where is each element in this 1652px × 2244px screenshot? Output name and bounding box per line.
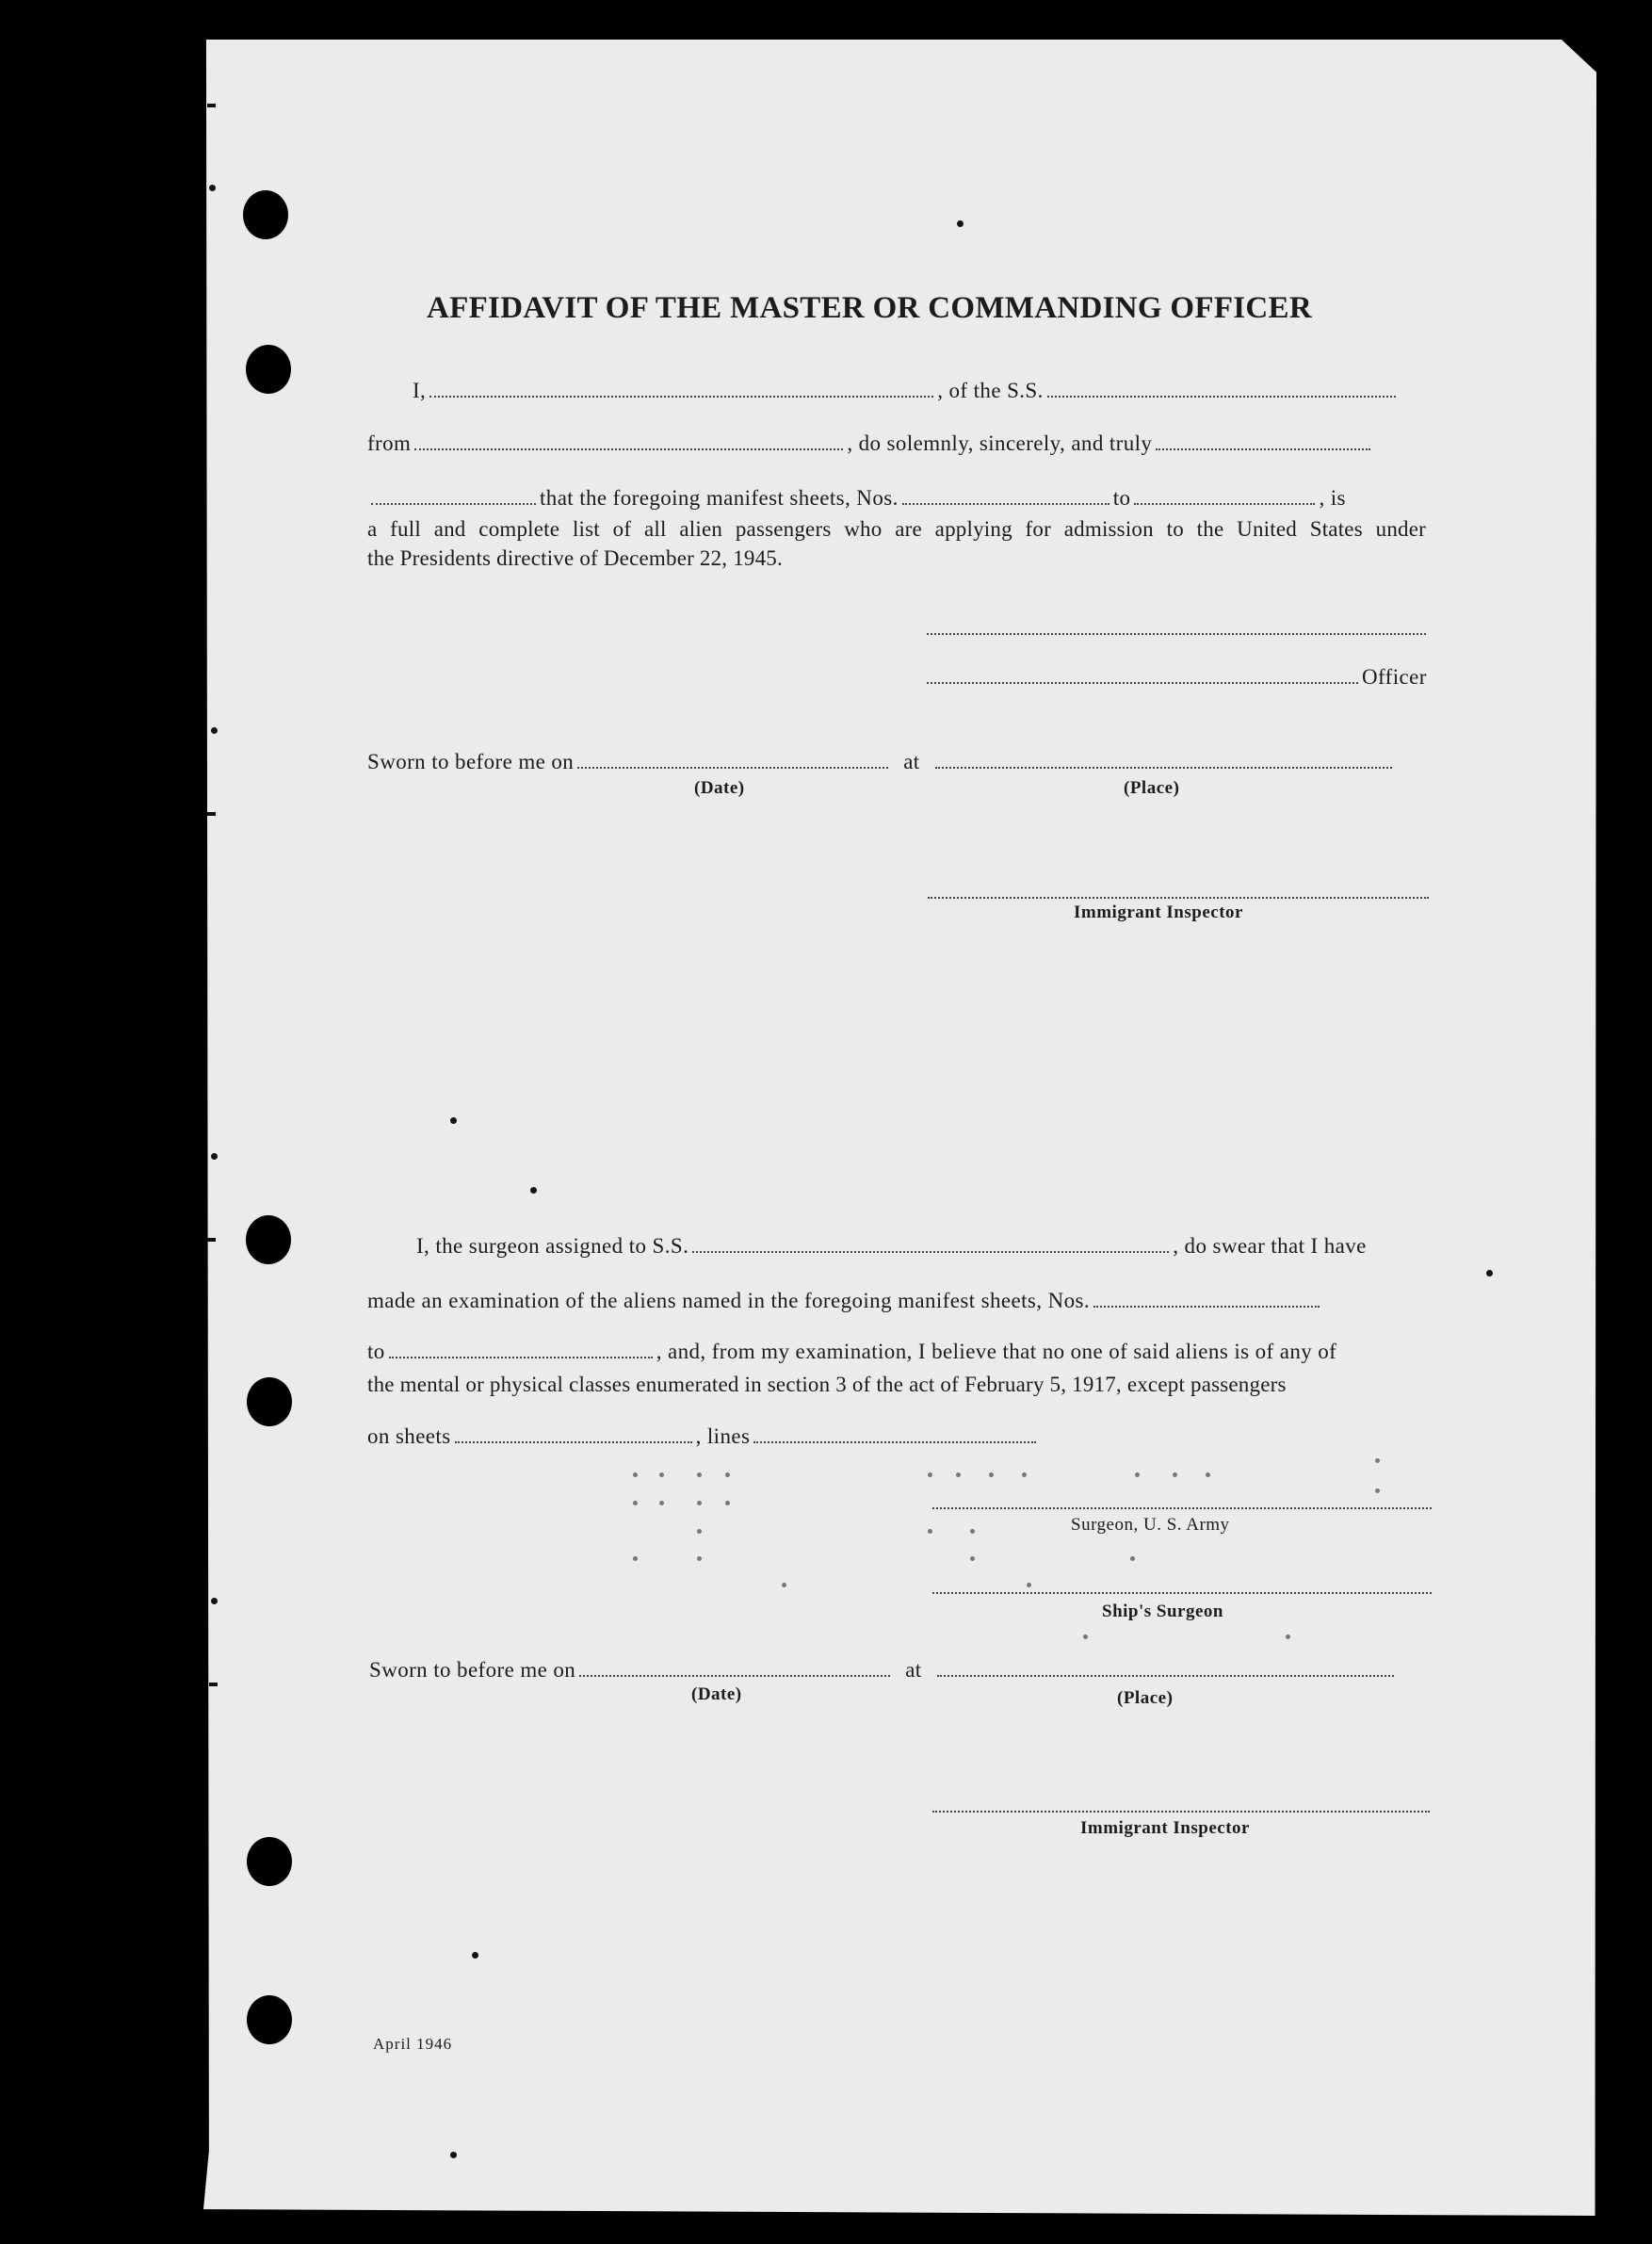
master-statement-end xyxy=(367,544,1426,573)
faint-dot xyxy=(989,1472,994,1477)
surgeon-manifest-to-field[interactable] xyxy=(389,1342,653,1358)
faint-dot xyxy=(1375,1458,1380,1463)
officer-line xyxy=(923,665,1428,690)
inspector-caption-1: Immigrant Inspector xyxy=(1074,902,1243,922)
sworn-line-2 xyxy=(369,1658,1433,1683)
place-caption-1: (Place) xyxy=(1124,778,1180,798)
speck xyxy=(211,1153,218,1160)
master-statement xyxy=(367,514,1426,544)
master-line-1 xyxy=(413,379,1428,403)
speck xyxy=(211,1598,218,1604)
speck xyxy=(1486,1270,1493,1276)
faint-dot xyxy=(725,1501,730,1505)
ship-surgeon-signature-line[interactable] xyxy=(932,1592,1432,1594)
faint-dot xyxy=(1027,1583,1031,1587)
sworn-line-1 xyxy=(367,750,1430,774)
sworn-place-field-2[interactable] xyxy=(937,1660,1394,1677)
faint-dot xyxy=(725,1472,730,1477)
speck xyxy=(472,1952,478,1959)
text-lines: , lines xyxy=(695,1424,751,1448)
oath-field[interactable] xyxy=(1156,433,1370,450)
faint-dot xyxy=(1135,1472,1140,1477)
text-surgeon: I, the surgeon assigned to S.S. xyxy=(416,1234,689,1258)
punch-hole xyxy=(247,1377,292,1426)
faint-dot xyxy=(1022,1472,1027,1477)
margin-mark xyxy=(207,104,216,107)
text-from: from xyxy=(367,431,412,455)
faint-dot xyxy=(956,1472,961,1477)
inspector-caption-2: Immigrant Inspector xyxy=(1080,1818,1250,1838)
speck xyxy=(957,220,964,227)
text-is: , is xyxy=(1319,486,1346,510)
master-statement-line-1: a full and complete list of all alien passengers who are applying for admission to the United States under xyxy=(367,517,1426,541)
punch-hole xyxy=(243,190,288,239)
faint-dot xyxy=(1173,1472,1177,1477)
punch-hole xyxy=(246,1215,291,1264)
faint-dot xyxy=(659,1472,664,1477)
text-sworn-2: Sworn to before me on xyxy=(369,1658,576,1682)
faint-dot xyxy=(1083,1634,1088,1639)
text-swear-have: , do swear that I have xyxy=(1173,1234,1367,1258)
speck xyxy=(450,1117,457,1124)
surgeon-line-1 xyxy=(416,1234,1432,1259)
speck xyxy=(530,1187,537,1194)
manifest-to-field[interactable] xyxy=(1134,488,1315,505)
text-of-ss: , of the S.S. xyxy=(937,379,1044,402)
surgeon-line-3 xyxy=(367,1340,1432,1364)
surgeon-line-5 xyxy=(367,1424,1064,1449)
text-i: I, xyxy=(413,379,427,402)
master-name-field[interactable] xyxy=(429,381,933,398)
oath-continued-field[interactable] xyxy=(371,488,536,505)
master-line-3 xyxy=(367,486,1428,511)
text-classes: the mental or physical classes enumerated in section 3 of the act of February 5, 1917, except passengers xyxy=(367,1373,1287,1396)
faint-dot xyxy=(633,1501,638,1505)
text-on-sheets: on sheets xyxy=(367,1424,451,1448)
faint-dot xyxy=(659,1501,664,1505)
except-lines-field[interactable] xyxy=(753,1426,1036,1443)
inspector-signature-line-1[interactable] xyxy=(928,897,1429,899)
manifest-from-field[interactable] xyxy=(902,488,1109,505)
faint-dot xyxy=(633,1556,638,1561)
faint-dot xyxy=(697,1472,702,1477)
document-page xyxy=(201,40,1596,2216)
ship-name-field[interactable] xyxy=(1047,381,1396,398)
except-sheets-field[interactable] xyxy=(455,1426,692,1443)
faint-dot xyxy=(633,1472,638,1477)
master-signature-line[interactable] xyxy=(927,633,1426,635)
text-sworn: Sworn to before me on xyxy=(367,750,575,773)
text-officer: Officer xyxy=(1362,665,1427,689)
form-date-footer: April 1946 xyxy=(373,2035,453,2053)
punch-hole xyxy=(246,345,291,394)
army-surgeon-caption: Surgeon, U. S. Army xyxy=(1071,1515,1230,1535)
faint-dot xyxy=(1286,1634,1290,1639)
faint-dot xyxy=(1130,1556,1135,1561)
departure-port-field[interactable] xyxy=(414,433,843,450)
sworn-date-field-2[interactable] xyxy=(579,1660,890,1677)
officer-title-field[interactable] xyxy=(927,667,1358,684)
sworn-date-field-1[interactable] xyxy=(577,752,888,769)
army-surgeon-signature-line[interactable] xyxy=(932,1507,1432,1509)
master-line-2 xyxy=(367,431,1428,456)
inspector-signature-line-2[interactable] xyxy=(932,1811,1430,1813)
punch-hole xyxy=(247,1837,292,1886)
speck xyxy=(450,2152,457,2158)
punch-hole xyxy=(247,1995,292,2044)
faint-dot xyxy=(1206,1472,1210,1477)
text-examination: made an examination of the aliens named in the foregoing manifest sheets, Nos. xyxy=(367,1289,1090,1312)
place-caption-2: (Place) xyxy=(1117,1688,1174,1708)
surgeon-line-4 xyxy=(367,1370,1432,1399)
speck xyxy=(211,727,218,734)
text-at: at xyxy=(903,750,920,773)
margin-mark xyxy=(207,1238,216,1242)
speck xyxy=(209,185,216,191)
sworn-place-field-1[interactable] xyxy=(935,752,1392,769)
surgeon-ship-field[interactable] xyxy=(692,1236,1169,1253)
date-caption-2: (Date) xyxy=(691,1684,742,1704)
surgeon-line-2 xyxy=(367,1289,1432,1313)
date-caption-1: (Date) xyxy=(694,778,745,798)
text-at-2: at xyxy=(905,1658,922,1682)
faint-dot xyxy=(970,1529,975,1534)
surgeon-manifest-field[interactable] xyxy=(1093,1291,1320,1308)
faint-dot xyxy=(928,1472,932,1477)
master-statement-line-2: the Presidents directive of December 22, 1945. xyxy=(367,546,783,570)
text-manifest: that the foregoing manifest sheets, Nos. xyxy=(540,486,899,510)
faint-dot xyxy=(697,1529,702,1534)
margin-mark xyxy=(209,1683,218,1686)
faint-dot xyxy=(697,1501,702,1505)
text-to: to xyxy=(1112,486,1131,510)
text-swear: , do solemnly, sincerely, and truly xyxy=(847,431,1153,455)
text-to-2: to xyxy=(367,1340,385,1363)
text-examination-result: , and, from my examination, I believe that no one of said aliens is of any of xyxy=(656,1340,1337,1363)
faint-dot xyxy=(697,1556,702,1561)
faint-dot xyxy=(782,1583,786,1587)
page-title: AFFIDAVIT OF THE MASTER OR COMMANDING OFFICER xyxy=(427,291,1312,325)
margin-mark xyxy=(207,812,216,816)
faint-dot xyxy=(928,1529,932,1534)
ship-surgeon-caption: Ship's Surgeon xyxy=(1102,1602,1223,1621)
faint-dot xyxy=(970,1556,975,1561)
faint-dot xyxy=(1375,1488,1380,1493)
